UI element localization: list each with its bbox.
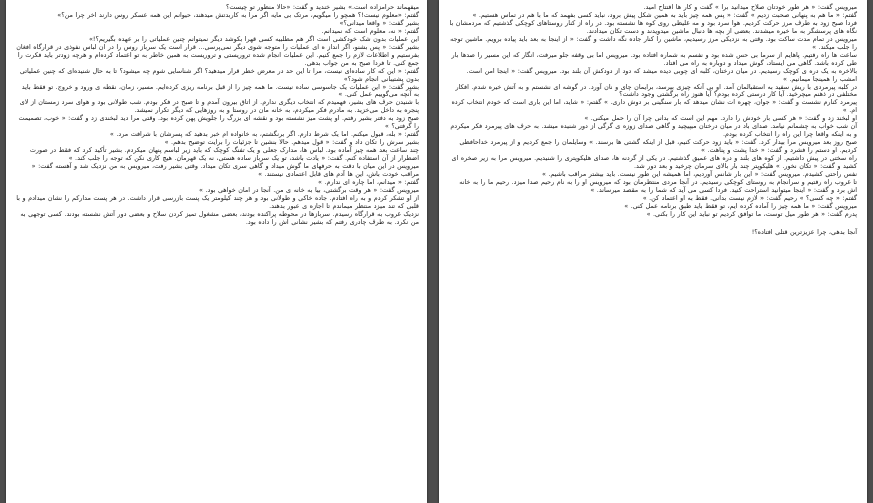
paragraph: میفهماند حرامزاده است.» بشیر خندید و گفت: «حالا منظور تو چیست؟ [226,3,419,11]
paragraph: بشیر سرش را تکان داد و گفت: « قول میدهم. حالا بنشین تا جزئیات را برایت توضیح بدهم. » [164,138,419,147]
paragraph: بالاخره به یک دره ی کوچک رسیدیم. در میان درختان، کلبه ای چوبی دیده میشد که دود از دودکش آن بلند بود. میرویس گفت: « اینجا امن است. امشب را همینجا میمانیم. » [466,66,857,83]
paragraph: گفتم: « این که کار ساده‌ای نیست، مرا تا این حد در معرض خطر قرار میدهید؟ اگر شناسایی شوم چه میشود؟ تا به حال شنیده‌ای که چنین عملیاتی بدون پشتیبانی انجام شود؟» [19,66,419,83]
paragraph: در کلبه پیرمردی با ریش سفید به استقبالمان آمد. او بی آنکه چیزی بپرسد، برایمان چای و نان آورد. در گوشه ای نشستم و به آتش خیره شدم. افکار مختلفی در ذهنم میچرخید. آیا کار درستی کرده بودم؟ آیا هنوز راه برگشتی وجود داشت؟ [455,82,857,99]
paragraph: گفتم: « ما هم به پنهانی صحبت زدیم » گفت: « پس همه چیز باید به همین شکل پیش برود، نباید کسی بفهمد که ما با هم در تماس هستیم. » [472,10,857,19]
paragraph: این عملیات بدون شک خودکشی است اگر هم مطلبیه کسی قهرا بکوشد دیگر نمیتوانم چنین عملیاتی را بر عهده بگیریم؟!» [89,34,419,43]
closing-line: آنجا بدهی، چرا عزیزترین قتلی افتاده؟! [751,227,857,236]
paragraph: صبح زود به دفتر بشیر رفتم. او پشت میز نشسته بود و نقشه ای بزرگ را جلویش پهن کرده بود. وقتی مرا دید لبخندی زد و گفت: « خوب، تصمیمت را گرفتی؟ » [18,114,419,131]
paragraph: راه سختی در پیش داشتیم. از کوه های بلند و دره های عمیق گذشتیم. در یکی از گردنه ها، صدای هلیکوپتری را شنیدیم. میرویس مرا به زیر صخره ای کشید و گفت: « تکان نخور. » هلیکوپتر چند بار بالای سرمان چرخید و بعد دور شد. [451,154,857,171]
paragraph: نزدیک غروب به قرارگاه رسیدم. سربازها در محوطه پراکنده بودند، بعضی مشغول تمیز کردن سلاح و بعضی دور آتش نشسته بودند. کسی توجهی به من نکرد. به طرف چادری رفتم که بشیر نشانی اش را داده بود. [20,209,419,226]
paragraph: فردا صبح زود به طرف مرز حرکت کردیم. هوا سرد بود و مه غلیظی روی کوه ها نشسته بود. در راه از کنار روستاهای کوچکی گذشتیم که مردمشان با نگاه های پرسشگر به ما خیره میشدند. بعضی از بچه ها دنبال ماشین میدویدند و دست تکان میدادند. [449,18,857,35]
paragraph: میرویس گفت: « هر وقت برگشتی، بیا به خانه ی من. آنجا در امان خواهی بود. » [199,185,419,194]
paragraph: پیرمرد کنارم نشست و گفت: « جوان، چهره ات نشان میدهد که بار سنگینی بر دوش داری. » گفتم: « شاید، اما این باری است که خودم انتخاب کرده ام. » [451,98,857,115]
page-body-text [16,4,419,227]
paragraph: گفتم: « بله، قبول میکنم. اما یک شرط دارم. اگر برنگشتم، به خانواده ام خبر بدهید که پسرشان با شرافت مرد. » [109,130,419,139]
paragraph: گفتم: « نه، معلوم است که نمیدانم. [321,26,419,35]
document-page-left [6,0,427,503]
paragraph: ساعت ها راه رفتیم. پاهایم از سرما بی حس شده بود و نفسم به شماره افتاده بود. میرویس اما بی وقفه جلو میرفت، انگار که این مسیر را صدها بار طی کرده باشد. گاهی می ایستاد، گوش میداد و دوباره به راه می افتاد. [451,50,857,67]
paragraph: گفتم: « چه کسی؟ » رحیم گفت: « لازم نیست بدانی. فقط به او اعتماد کن. » [642,193,857,202]
paragraph: بشیر گفت: « پس بشنو، اگر انداز ه ای عملیات را متوجه شوی دیگر نمی‌پرسی... قرار است یک سرباز روس را در ان لباس نفوذی در قرارگاه افغان بفرستیم و اطلاعات لازم را جمع کنیم. این عملیات انجام شده تروریستی و تروریست به همین خاطر به تو اعتماد کرده‌ام و هرچه زودتر باید فکرت را جمع کنی. تا فردا صبح به من جواب بدهی. [16,42,419,67]
paragraph: او لبخند زد و گفت: « هر کسی بار خودش را دارد. مهم این است که بدانی چرا آن را حمل میکنی. » [584,114,857,123]
paragraph: با شنیدن حرف های بشیر، فهمیدم که انتخاب دیگری ندارم. از اتاق بیرون آمدم و تا صبح در فکر بودم. شب طولانی بود و هوای سرد زمستان از لای پنجره به داخل می‌خزید. به مادرم فکر میکردم، به خانه مان در روستا و به روزهایی که دیگر تکرار نمیشد. [19,98,419,115]
paragraph: میرویس گفت: « هر طور خودتان صلاح میدانید برا » گفت و کار ها افتتاح امید. [643,3,857,11]
paragraph: پدرم گفت: « هر طور میل توست، ما توافق کردیم تو نباید این کار را بکنی. » [646,209,857,218]
paragraph: میرویس در این میان با دقت به حرفهای ما گوش میداد و گاهی سری تکان میداد. وقتی بشیر رفت، میرویس به من نزدیک شد و آهسته گفت: « مراقب خودت باش، این ها آدم های قابل اعتمادی نیستند. » [31,162,419,179]
paragraph: میرویس گفت: « ما همه چیز را آماده کرده ایم، تو فقط باید طبق برنامه عمل کنی. » [624,201,857,210]
paragraph: صبح روز بعد میرویس مرا بیدار کرد. گفت: « باید زود حرکت کنیم، قبل از اینکه گشتی ها برسند. » وسایلمان را جمع کردیم و از پیرمرد خداحافظی کردیم. او دستم را فشرد و گفت: « خدا پشت و پناهت. » [459,138,857,155]
paragraph: نفس راحتی کشیدم. میرویس گفت: « این بار شانس آوردیم، اما همیشه این طور نیست. باید بیشتر مراقب باشیم. » [541,170,857,179]
page-body-text [448,4,857,219]
paragraph: آن شب خواب به چشمانم نیامد. صدای باد در میان درختان میپیچید و گاهی صدای زوزه ی گرگی از دور شنیده میشد. به حرف های پیرمرد فکر میکردم و به اینکه واقعا چرا این راه را انتخاب کرده بودم. [450,122,857,139]
document-page-right [439,0,867,503]
paragraph: تا غروب راه رفتیم و سرانجام به روستای کوچکی رسیدیم. در آنجا مردی منتظرمان بود که میرویس او را به نام رحیم صدا میزد. رحیم ما را به خانه اش برد و گفت: « اینجا میتوانید استراحت کنید. فردا کسی می آید که شما را به مقصد میرساند. » [459,177,857,194]
paragraph: چند ساعت بعد همه چیز آماده بود. لباس ها، مدارک جعلی و یک تفنگ کوچک که باید زیر لباسم پنهان میکردم. بشیر تأکید کرد که فقط در صورت اضطرار از آن استفاده کنم. گفت: « یادت باشد، تو یک سرباز ساده هستی، نه یک قهرمان. هیچ کاری نکن که توجه را جلب کند. » [29,146,419,163]
paragraph: بشیر گفت: « این عملیات یک جاسوسی ساده نیست. ما همه چیز را از قبل برنامه ریزی کرده‌ایم. مسیر، زمان، نقطه ی ورود و خروج. تو فقط باید به آنچه می‌گوییم عمل کنی. » [21,82,419,99]
paragraph: گفتم: « میدانم، اما چاره ای ندارم. » [318,177,419,186]
paragraph: میرویس در تمام مدت ساکت بود. وقتی به نزدیکی مرز رسیدیم، ماشین را کنار جاده نگه داشت و گفت: « از اینجا به بعد باید پیاده برویم. ماشین توجه را جلب میکند. » [450,34,857,51]
paragraph: بشیر گفت: « واقعا میدانی؟» [339,18,419,27]
paragraph: از او تشکر کردم و به راه افتادم. جاده خاکی و طولانی بود و هر چند کیلومتر یک پست بازرسی قرار داشت. در هر پست مدارکم را نشان میدادم و با قلبی که تند میزد منتظر میماندم تا اجازه ی عبور بدهند. [16,193,419,210]
paragraph: گفتم: «معلوم نیست!؟ همچو را میگویم، مرتک بی مایه اگر مرا به کاربدتش میدهند، حیوانم این همه عسکر روس دارند اخر چرا من؟» [57,10,419,19]
